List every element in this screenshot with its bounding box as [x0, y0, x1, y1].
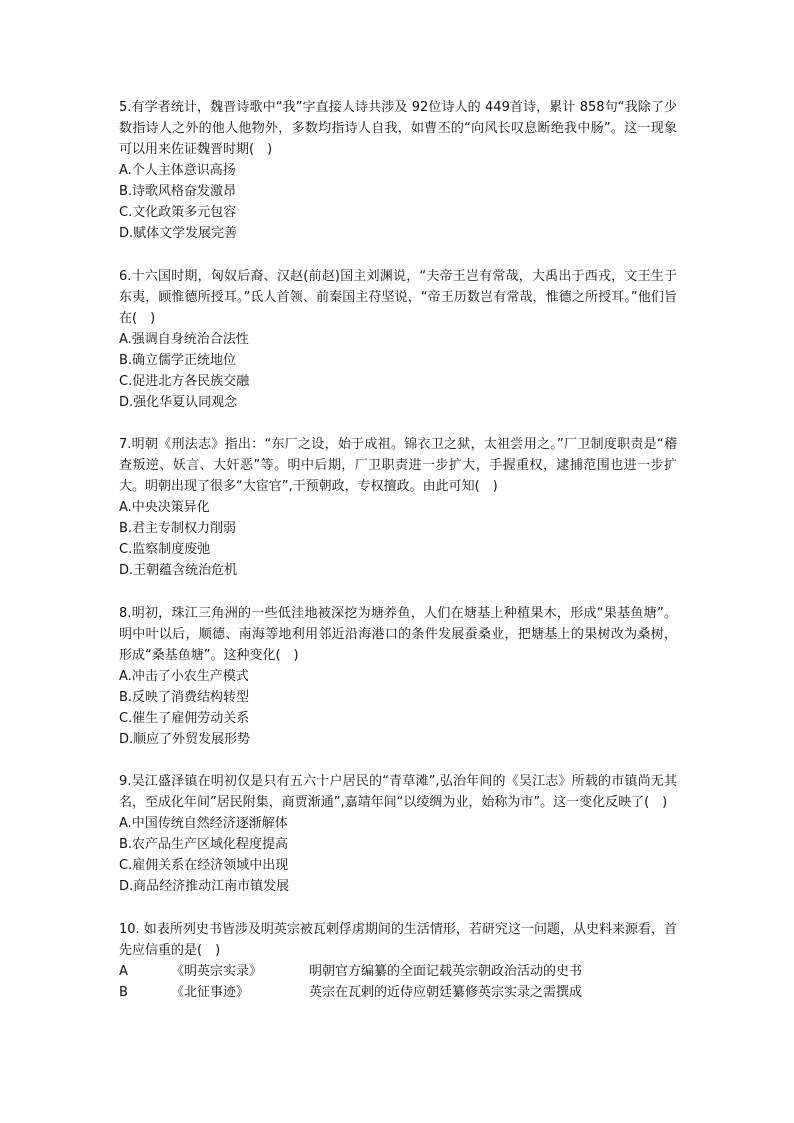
- option-d: D.强化华夏认同观念: [119, 394, 238, 410]
- book-description: 明朝官方编纂的全面记载英宗朝政治活动的史书: [309, 963, 583, 979]
- option-c: C.监察制度废弛: [119, 542, 211, 557]
- option-b: B.确立儒学正统地位: [119, 352, 237, 368]
- book-title: 《北征事迹》: [171, 984, 250, 1000]
- row-label: A: [119, 963, 128, 979]
- option-a: A.中国传统自然经济逐渐解体: [119, 816, 288, 831]
- option-b: B.诗歌风格奋发激昂: [119, 184, 237, 199]
- option-a: A.个人主体意识高扬: [119, 163, 236, 178]
- source-table: [119, 961, 677, 1003]
- question-stem: 8.明初，珠江三角洲的一些低洼地被深挖为塘养鱼，人们在塘基上种植果木，形成“果基鱼塘”。明中叶以后，顺德、南海等地利用邻近沿海港口的条件发展蚕桑业，把塘基上的果树改为桑树，形成“桑基鱼塘”。这种变化( ): [119, 605, 677, 663]
- option-a: A.强调自身统治合法性: [119, 331, 249, 347]
- option-a: A.中央决策异化: [119, 500, 210, 515]
- option-d: D.王朝蕴含统治危机: [119, 563, 238, 578]
- option-d: D.商品经济推动江南市镇发展: [119, 879, 290, 894]
- question-stem: 9.吴江盛泽镇在明初仅是只有五六十户居民的“青草滩”,弘治年间的《吴江志》所载的市镇尚无其名，至成化年间”居民附集，商贾渐通”,嘉靖年间“以绫绸为业，始称为市”。这一变化反映了( ): [119, 774, 677, 810]
- option-d: D.赋体文学发展完善: [119, 226, 238, 241]
- option-b: B.农产品生产区域化程度提高: [119, 837, 289, 852]
- option-b: B.反映了消费结构转型: [119, 689, 250, 705]
- book-description: 英宗在瓦剌的近侍应朝廷纂修英宗实录之需撰成: [309, 984, 583, 1000]
- book-title: 《明英宗实录》: [171, 963, 263, 979]
- question-9: [119, 771, 677, 897]
- question-stem: 5.有学者统计，魏晋诗歌中“我”字直接人诗共涉及 92位诗人的 449首诗，累计 858句“我除了少数指诗人之外的他人他物外，多数均指诗人自我，如曹丕的“向风长叹息断绝我中肠”。这一现象可以用来佐证魏晋时期( ): [119, 100, 677, 157]
- option-a: A.冲击了小农生产模式: [119, 668, 249, 684]
- option-d: D.顺应了外贸发展形势: [119, 731, 251, 747]
- question-7: [119, 434, 677, 581]
- question-5: [119, 97, 677, 244]
- option-c: C.雇佣关系在经济领域中出现: [119, 858, 289, 873]
- row-label: B: [119, 984, 128, 1000]
- question-stem: 10. 如表所列史书皆涉及明英宗被瓦剌俘虏期间的生活情形，若研究这一问题，从史料来源看，首先应信重的是( ): [119, 921, 677, 958]
- option-c: C.促进北方各民族交融: [119, 373, 250, 389]
- question-stem: 7.明朝《刑法志》指出：“东厂之设，始于成祖。锦衣卫之狱，太祖尝用之。”厂卫制度职责是“稽查叛逆、妖言、大奸恶”等。明中后期，厂卫职责进一步扩大，手握重权，逮捕范围也进一步扩大。明朝出现了很多“大宦官”,干预朝政，专权擅政。由此可知( ): [119, 437, 677, 494]
- question-8: [119, 603, 677, 750]
- table-row: [119, 982, 677, 1003]
- question-6: [119, 266, 677, 413]
- question-10: [119, 919, 677, 1003]
- document-page: [119, 97, 677, 1024]
- option-c: C.催生了雇佣劳动关系: [119, 710, 250, 726]
- option-c: C.文化政策多元包容: [119, 205, 237, 220]
- question-stem: 6.十六国时期，匈奴后裔、汉赵(前赵)国主刘渊说，“夫帝王岂有常哉，大禹出于西戎，文王生于东夷，顾惟德所授耳。”氐人首领、前秦国主苻坚说，“帝王历数岂有常哉，惟德之所授耳。”他们旨在( ): [119, 268, 677, 326]
- option-b: B.君主专制权力削弱: [119, 521, 237, 536]
- table-row: [119, 961, 677, 982]
